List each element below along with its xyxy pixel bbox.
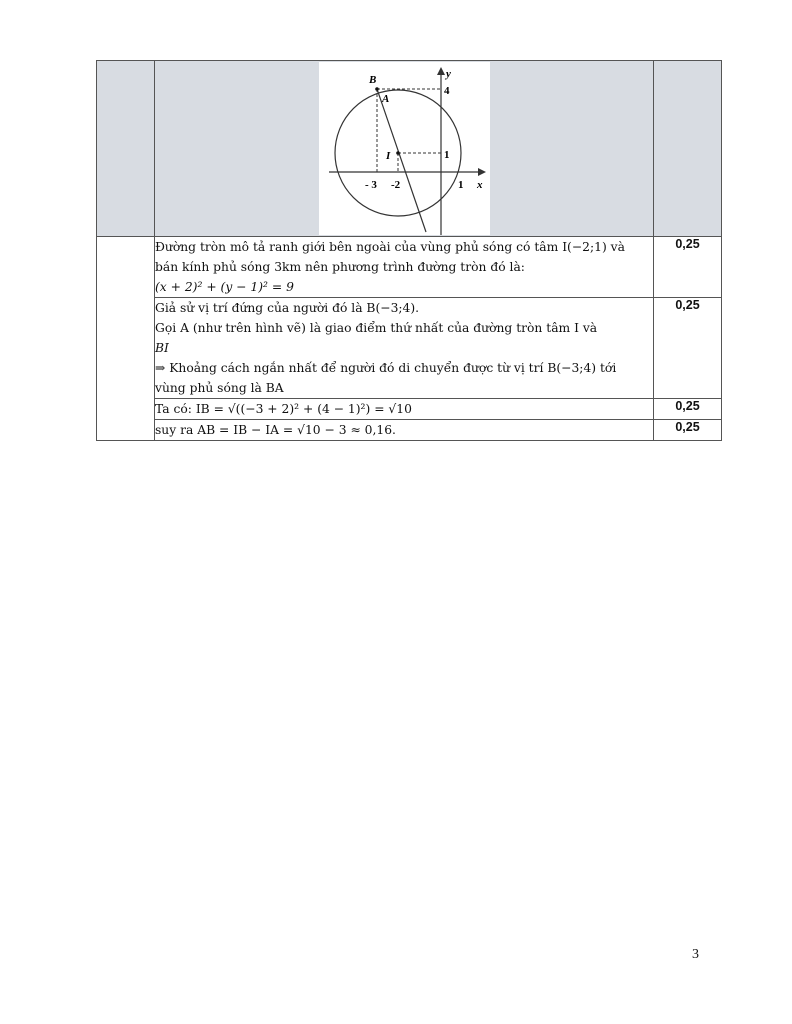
shaded-score-cell (654, 61, 722, 237)
tick-xm2: -2 (391, 179, 401, 191)
step-shortest-distance (155, 298, 654, 399)
score-cell: 0,25 (654, 420, 722, 441)
step-ab-result (155, 420, 654, 441)
step-line: bán kính phủ sóng 3km nên phương trình đường tròn đó là: (155, 260, 525, 274)
step-formula: (x + 2)² + (y − 1)² = 9 (155, 280, 294, 294)
label-b: B (369, 74, 377, 86)
label-i: I (386, 150, 391, 162)
solution-row (97, 420, 722, 441)
solution-row (97, 298, 722, 399)
step-circle-equation (155, 237, 654, 298)
solution-row (97, 399, 722, 420)
tick-x1: 1 (458, 179, 464, 191)
solution-row (97, 237, 722, 298)
step-formula: Ta có: IB = √((−3 + 2)² + (4 − 1)²) = √10 (155, 402, 412, 416)
tick-y1: 1 (444, 149, 450, 161)
step-ib-length (155, 399, 654, 420)
tick-y4: 4 (444, 85, 450, 97)
label-x: x (477, 179, 483, 191)
score-cell: 0,25 (654, 298, 722, 399)
shaded-index-cell (97, 61, 155, 237)
step-line: ⇒ Khoảng cách ngắn nhất để người đó di chuyển được từ vị trí B(−3;4) tới (155, 361, 617, 375)
tick-xm3: - 3 (365, 179, 377, 191)
score-cell: 0,25 (654, 399, 722, 420)
step-formula: suy ra AB = IB − IA = √10 − 3 ≈ 0,16. (155, 423, 396, 437)
step-line: Đường tròn mô tả ranh giới bên ngoài của vùng phủ sóng có tâm I(−2;1) và (155, 240, 625, 254)
line-bi (377, 89, 426, 232)
circle-figure (319, 62, 490, 235)
step-line: vùng phủ sóng là BA (155, 381, 284, 395)
label-a: A (382, 93, 390, 105)
page-number: 3 (692, 947, 699, 962)
step-line: Giả sử vị trí đứng của người đó là B(−3;4). (155, 301, 420, 315)
index-cell (97, 237, 155, 441)
solution-table (96, 60, 722, 441)
score-cell: 0,25 (654, 237, 722, 298)
step-line: BI (155, 341, 169, 355)
figure-row (97, 61, 722, 237)
coordinate-diagram (319, 62, 490, 235)
step-line: Gọi A (như trên hình vẽ) là giao điểm thứ nhất của đường tròn tâm I và (155, 321, 598, 335)
label-y: y (446, 68, 451, 80)
figure-cell (155, 61, 654, 237)
